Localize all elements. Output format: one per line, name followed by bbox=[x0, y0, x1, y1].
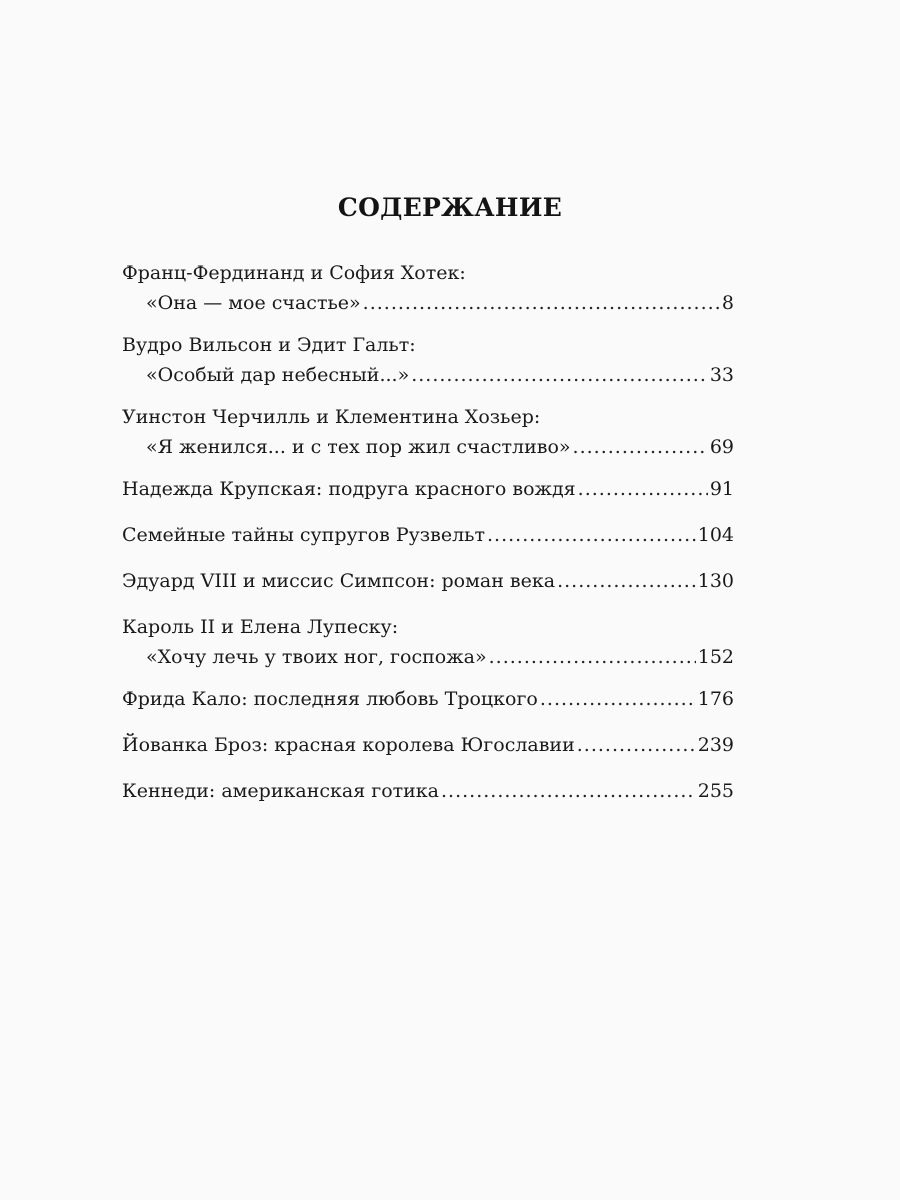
toc-entry-row bbox=[122, 684, 734, 714]
toc-entry-subtitle: «Она — мое счастье» bbox=[146, 292, 361, 314]
toc-entry-row bbox=[122, 288, 734, 318]
toc-entry-row bbox=[122, 360, 734, 390]
dot-leader bbox=[487, 520, 696, 550]
toc-entry bbox=[122, 776, 734, 806]
toc-entry bbox=[122, 474, 734, 504]
page-number: 152 bbox=[697, 646, 734, 668]
toc-entry bbox=[122, 330, 734, 390]
dot-leader bbox=[441, 776, 696, 806]
toc-entry-heading: Уинстон Черчилль и Клементина Хозьер: bbox=[122, 406, 541, 428]
toc-entry bbox=[122, 566, 734, 596]
toc-entry-row bbox=[122, 520, 734, 550]
toc-entry bbox=[122, 258, 734, 318]
toc-entry-row bbox=[122, 730, 734, 760]
dot-leader bbox=[578, 474, 708, 504]
page-title: СОДЕРЖАНИЕ bbox=[337, 193, 563, 222]
dot-leader bbox=[573, 432, 708, 462]
dot-leader bbox=[489, 642, 696, 672]
toc-entry bbox=[122, 730, 734, 760]
toc-entry-title: Эдуард VIII и миссис Симпсон: роман века bbox=[122, 570, 556, 592]
page-number: 104 bbox=[697, 524, 734, 546]
dot-leader bbox=[363, 288, 720, 318]
toc-entry bbox=[122, 402, 734, 462]
toc-entry-subtitle: «Хочу лечь у твоих ног, госпожа» bbox=[146, 646, 487, 668]
toc-entry-title: Йованка Броз: красная королева Югославии bbox=[122, 734, 575, 756]
toc-entry-title: Фрида Кало: последняя любовь Троцкого bbox=[122, 688, 538, 710]
toc-entry bbox=[122, 520, 734, 550]
page-number: 91 bbox=[709, 478, 734, 500]
dot-leader bbox=[411, 360, 708, 390]
toc-entry bbox=[122, 612, 734, 672]
toc-entry-heading: Вудро Вильсон и Эдит Гальт: bbox=[122, 334, 416, 356]
toc-entry-subtitle: «Особый дар небесный...» bbox=[146, 364, 410, 386]
toc-entry-row bbox=[122, 642, 734, 672]
toc-entry-title: Кеннеди: американская готика bbox=[122, 780, 440, 802]
page-number: 130 bbox=[697, 570, 734, 592]
page-number: 176 bbox=[697, 688, 734, 710]
toc-entry-title: Надежда Крупская: подруга красного вождя bbox=[122, 478, 576, 500]
page-number: 8 bbox=[721, 292, 734, 314]
page-number: 255 bbox=[697, 780, 734, 802]
page-number: 239 bbox=[697, 734, 734, 756]
toc-entry-heading: Франц-Фердинанд и София Хотек: bbox=[122, 262, 466, 284]
toc-entry-row bbox=[122, 566, 734, 596]
toc-entry-row bbox=[122, 432, 734, 462]
dot-leader bbox=[540, 684, 696, 714]
toc-entry-subtitle: «Я женился... и с тех пор жил счастливо» bbox=[146, 436, 571, 458]
toc-entry-row bbox=[122, 776, 734, 806]
page-number: 69 bbox=[709, 436, 734, 458]
dot-leader bbox=[577, 730, 696, 760]
toc-entry-row bbox=[122, 474, 734, 504]
toc-entry bbox=[122, 684, 734, 714]
toc-entry-heading: Кароль II и Елена Лупеску: bbox=[122, 616, 399, 638]
table-of-contents bbox=[122, 258, 734, 822]
dot-leader bbox=[557, 566, 696, 596]
page-number: 33 bbox=[709, 364, 734, 386]
toc-entry-title: Семейные тайны супругов Рузвельт bbox=[122, 524, 486, 546]
